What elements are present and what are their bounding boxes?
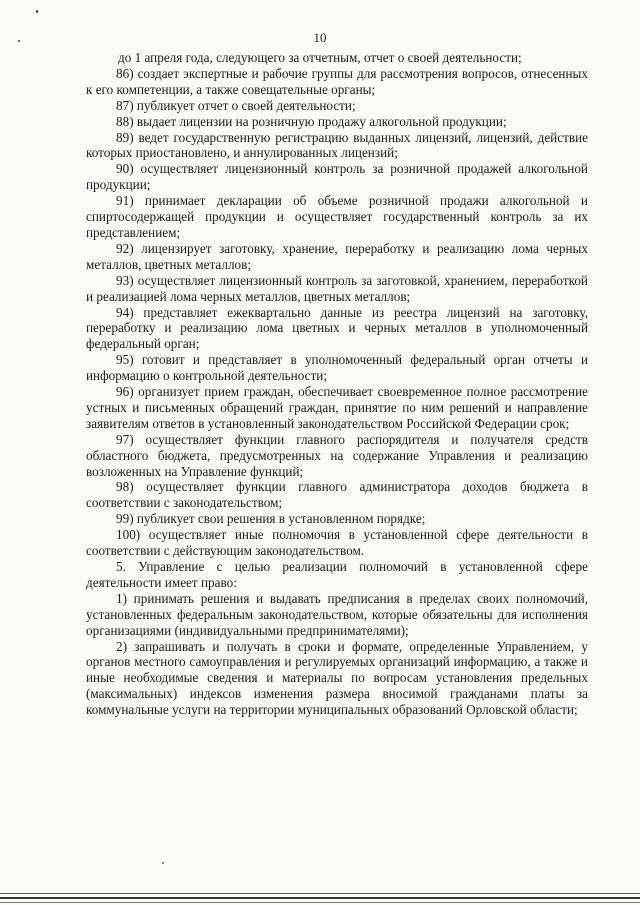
paragraph-item-95: 95) готовит и представляет в уполномоченный федеральный орган отчеты и информацию о контрольной деятельности;	[86, 352, 588, 384]
scan-speck	[162, 862, 164, 864]
paragraph-item-100: 100) осуществляет иные полномочия в установленной сфере деятельности в соответствии с действующим законодательством.	[86, 527, 588, 559]
scan-edge-line	[0, 897, 640, 899]
paragraph-item-90: 90) осуществляет лицензионный контроль за розничной продажей алкогольной продукции;	[86, 161, 588, 193]
scan-edge-line	[0, 893, 640, 894]
paragraph-section-5: 5. Управление с целью реализации полномочий в установленной сфере деятельности имеет право:	[86, 559, 588, 590]
document-body	[86, 50, 588, 718]
paragraph-item-93: 93) осуществляет лицензионный контроль за заготовкой, хранением, переработкой и реализацией лома черных металлов, цветных металлов;	[86, 272, 588, 304]
paragraph-item-87: 87) публикует отчет о своей деятельности;	[116, 97, 356, 113]
paragraph-item-99: 99) публикует свои решения в установленном порядке;	[116, 511, 426, 527]
paragraph-item-98: 98) осуществляет функции главного администратора доходов бюджета в соответствии с законодательством;	[86, 479, 588, 511]
paragraph-item-86: 86) создает экспертные и рабочие группы для рассмотрения вопросов, отнесенных к его компетенции, а также совещательные органы;	[86, 65, 588, 97]
paragraph-item-89: 89) ведет государственную регистрацию выданных лицензий, лицензий, действие которых приостановлено, и аннулированных лицензий;	[86, 129, 588, 161]
paragraph-item-92: 92) лицензирует заготовку, хранение, переработку и реализацию лома черных металлов, цветных металлов;	[86, 240, 588, 272]
scan-edge-line	[0, 902, 640, 903]
paragraph-item-94: 94) представляет ежеквартально данные из реестра лицензий на заготовку, переработку и реализацию лома цветных и черных металлов в уполномоченный федеральный орган;	[86, 304, 588, 352]
paragraph-item-91: 91) принимает декларации об объеме розничной продажи алкогольной и спиртосодержащей продукции и осуществляет государственный контроль за их представлением;	[86, 193, 588, 240]
paragraph-right-1: 1) принимать решения и выдавать предписания в пределах своих полномочий, установленных федеральным законодательством, которые обязательны для исполнения организациями (индивидуальными предпринимателями);	[86, 590, 588, 638]
paragraph-continuation: до 1 апреля года, следующего за отчетным, отчет о своей деятельности;	[118, 50, 522, 65]
scan-speck	[36, 10, 38, 13]
paragraph-item-88: 88) выдает лицензии на розничную продажу алкогольной продукции;	[116, 113, 507, 129]
page-number: 10	[313, 30, 327, 45]
paragraph-right-2: 2) запрашивать и получать в сроки и формате, определенные Управлением, у органов местного самоуправления и регулируемых организаций информацию, а также и иные необходимые сведения и материалы по вопросам установления предельных (максимальных) индексов изменения размера вносимой гражданами платы за коммунальные услуги на территории муниципальных образований Орловской области;	[86, 638, 588, 718]
paragraph-item-96: 96) организует прием граждан, обеспечивает своевременное полное рассмотрение устных и письменных обращений граждан, принятие по ним решений и направление заявителям ответов в установленный законодательством Российской Федерации срок;	[86, 384, 588, 431]
paragraph-item-97: 97) осуществляет функции главного распорядителя и получателя средств областного бюджета, предусмотренных на содержание Управления и реализацию возложенных на Управление функций;	[86, 431, 588, 479]
